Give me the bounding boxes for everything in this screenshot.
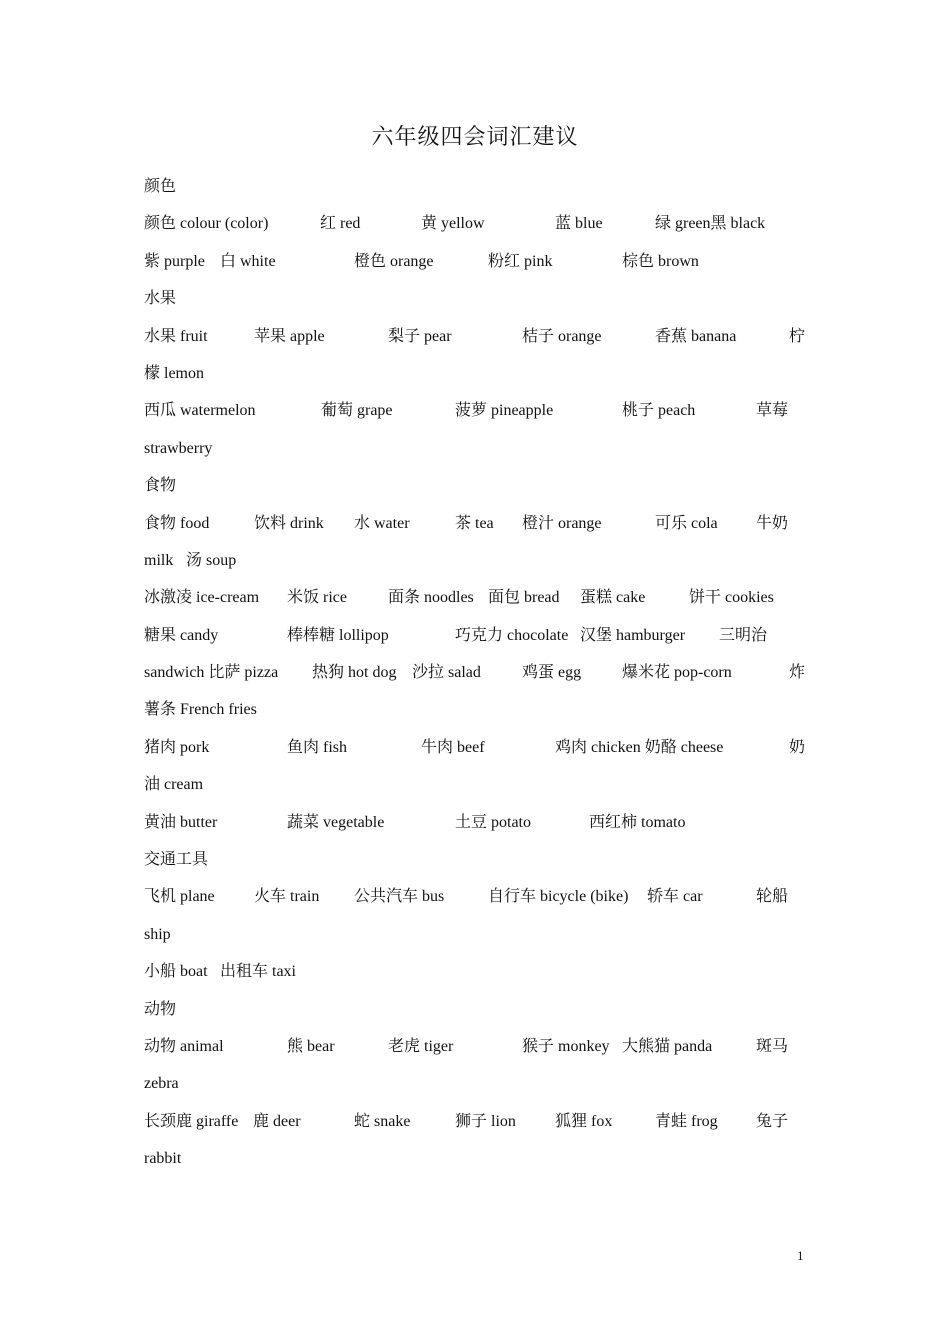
vocab-item: 飞机 plane — [144, 888, 215, 906]
vocab-item: 斑马 — [756, 1037, 789, 1055]
vocab-item: 出租车 taxi — [220, 963, 296, 981]
section-heading-food — [144, 467, 824, 504]
vocab-item: 紫 purple — [144, 252, 205, 270]
vocab-row — [144, 1028, 824, 1065]
vocab-item: 土豆 potato — [455, 813, 531, 831]
vocab-item: 蔬菜 vegetable — [287, 813, 385, 831]
heading-text: 动物 — [144, 1000, 177, 1018]
vocab-item: 自行车 bicycle (bike) — [488, 888, 629, 906]
vocab-item: 香蕉 banana — [655, 327, 737, 345]
vocab-item: 熊 bear — [287, 1037, 335, 1055]
vocab-item: 油 cream — [144, 776, 204, 794]
vocabulary-list — [144, 168, 824, 1178]
vocab-item: 鸡肉 chicken 奶酪 cheese — [555, 738, 724, 756]
vocab-row — [144, 205, 824, 242]
vocab-item: 水果 fruit — [144, 327, 208, 345]
vocab-item: 小船 boat — [144, 963, 208, 981]
vocab-row — [144, 916, 824, 953]
vocab-item: 白 white — [220, 252, 276, 270]
vocab-row — [144, 430, 824, 467]
vocab-item: 面包 bread — [488, 589, 560, 607]
vocab-row — [144, 1140, 824, 1177]
vocab-row — [144, 878, 824, 915]
vocab-item: 轿车 car — [647, 888, 703, 906]
vocab-item: 冰激凌 ice-cream — [144, 589, 260, 607]
vocab-item: 爆米花 pop-corn — [622, 664, 732, 682]
vocab-row — [144, 691, 824, 728]
section-heading-fruits — [144, 280, 824, 317]
section-heading-animals — [144, 991, 824, 1028]
vocab-row — [144, 953, 824, 990]
vocab-row — [144, 355, 824, 392]
vocab-item: 食物 food — [144, 514, 210, 532]
vocab-item: 粉红 pink — [488, 252, 553, 270]
vocab-item: 沙拉 salad — [412, 664, 481, 682]
vocab-item: 猴子 monkey — [522, 1037, 610, 1055]
heading-text: 食物 — [144, 477, 177, 495]
vocab-item: 蓝 blue — [555, 215, 603, 233]
vocab-item: sandwich 比萨 pizza — [144, 664, 279, 682]
section-heading-transport — [144, 841, 824, 878]
vocab-row — [144, 1103, 824, 1140]
heading-text: 颜色 — [144, 178, 177, 195]
vocab-item: 汉堡 hamburger — [580, 626, 686, 644]
vocab-item: 青蛙 frog — [655, 1112, 718, 1130]
vocab-item: 西红柿 tomato — [589, 813, 686, 831]
vocab-item: 红 red — [320, 215, 361, 233]
vocab-row — [144, 542, 824, 579]
vocab-item: 糖果 candy — [144, 626, 219, 644]
vocab-item: 茶 tea — [455, 514, 494, 532]
vocab-item: 轮船 — [756, 888, 789, 906]
vocab-item: 动物 animal — [144, 1037, 224, 1055]
vocab-row — [144, 243, 824, 280]
vocab-item: 巧克力 chocolate — [455, 626, 569, 644]
vocab-item: 黄油 butter — [144, 813, 218, 831]
vocab-row — [144, 318, 824, 355]
page-number: 1 — [797, 1248, 804, 1263]
vocab-item: 狮子 lion — [455, 1112, 516, 1130]
vocab-item: 面条 noodles — [388, 589, 474, 607]
vocab-item: 绿 green黑 black — [655, 215, 766, 233]
vocab-item: 米饭 rice — [287, 589, 347, 607]
vocab-item: 橙汁 orange — [522, 514, 602, 532]
vocab-item: 蛋糕 cake — [580, 589, 646, 607]
vocab-item: strawberry — [144, 439, 213, 457]
vocab-item: 奶 — [789, 738, 806, 756]
vocab-item: 梨子 pear — [388, 327, 452, 345]
vocab-item: 苹果 apple — [254, 327, 325, 345]
vocab-row — [144, 729, 824, 766]
vocab-item: 狐狸 fox — [555, 1112, 613, 1130]
vocab-item: ship — [144, 925, 171, 943]
vocab-item: 薯条 French fries — [144, 701, 257, 719]
vocab-item: 热狗 hot dog — [312, 664, 397, 682]
vocab-item: 鹿 deer — [253, 1112, 301, 1130]
vocab-item: 橙色 orange — [354, 252, 434, 270]
heading-text: 水果 — [144, 290, 177, 308]
vocab-row — [144, 579, 824, 616]
vocab-item: 长颈鹿 giraffe — [144, 1112, 239, 1130]
vocab-item: 鱼肉 fish — [287, 738, 348, 756]
vocab-item: 公共汽车 bus — [354, 888, 445, 906]
vocab-item: 水 water — [354, 514, 410, 532]
vocab-item: rabbit — [144, 1150, 182, 1168]
vocab-item: 桔子 orange — [522, 327, 602, 345]
vocab-item: 三明治 — [719, 626, 768, 644]
vocab-item: 鸡蛋 egg — [522, 664, 582, 682]
vocab-item: 颜色 colour (color) — [144, 215, 269, 233]
page-title: 六年级四会词汇建议 — [371, 124, 579, 149]
vocab-item: 蛇 snake — [354, 1112, 411, 1130]
vocab-item: 饮料 drink — [254, 514, 324, 532]
vocab-item: 牛肉 beef — [421, 738, 485, 756]
vocab-item: 棒棒糖 lollipop — [287, 626, 389, 644]
vocab-row — [144, 392, 824, 429]
vocab-item: 老虎 tiger — [388, 1037, 454, 1055]
vocab-item: 桃子 peach — [622, 402, 696, 420]
vocab-item: 菠萝 pineapple — [455, 402, 554, 420]
vocab-row — [144, 654, 824, 691]
vocab-item: 黄 yellow — [421, 215, 485, 233]
vocab-row — [144, 1065, 824, 1102]
vocab-item: 葡萄 grape — [321, 402, 393, 420]
heading-text: 交通工具 — [144, 851, 209, 869]
vocab-row — [144, 766, 824, 803]
vocab-item: 草莓 — [756, 402, 789, 420]
vocab-item: 檬 lemon — [144, 364, 204, 382]
vocab-item: milk — [144, 551, 174, 569]
vocab-row — [144, 804, 824, 841]
vocab-row — [144, 617, 824, 654]
vocab-item: 猪肉 pork — [144, 738, 210, 756]
vocab-item: 牛奶 — [756, 514, 789, 532]
vocab-item: 柠 — [789, 327, 806, 345]
vocab-item: zebra — [144, 1075, 179, 1093]
vocab-item: 汤 soup — [186, 551, 237, 569]
vocab-item: 棕色 brown — [622, 252, 699, 270]
vocab-item: 饼干 cookies — [689, 589, 774, 607]
vocab-row — [144, 505, 824, 542]
vocab-item: 西瓜 watermelon — [144, 402, 256, 420]
vocab-item: 火车 train — [254, 888, 320, 906]
vocab-item: 炸 — [789, 664, 806, 682]
vocab-item: 大熊猫 panda — [622, 1037, 713, 1055]
vocab-item: 兔子 — [756, 1112, 789, 1130]
section-heading-colors — [144, 168, 824, 205]
vocab-item: 可乐 cola — [655, 514, 718, 532]
